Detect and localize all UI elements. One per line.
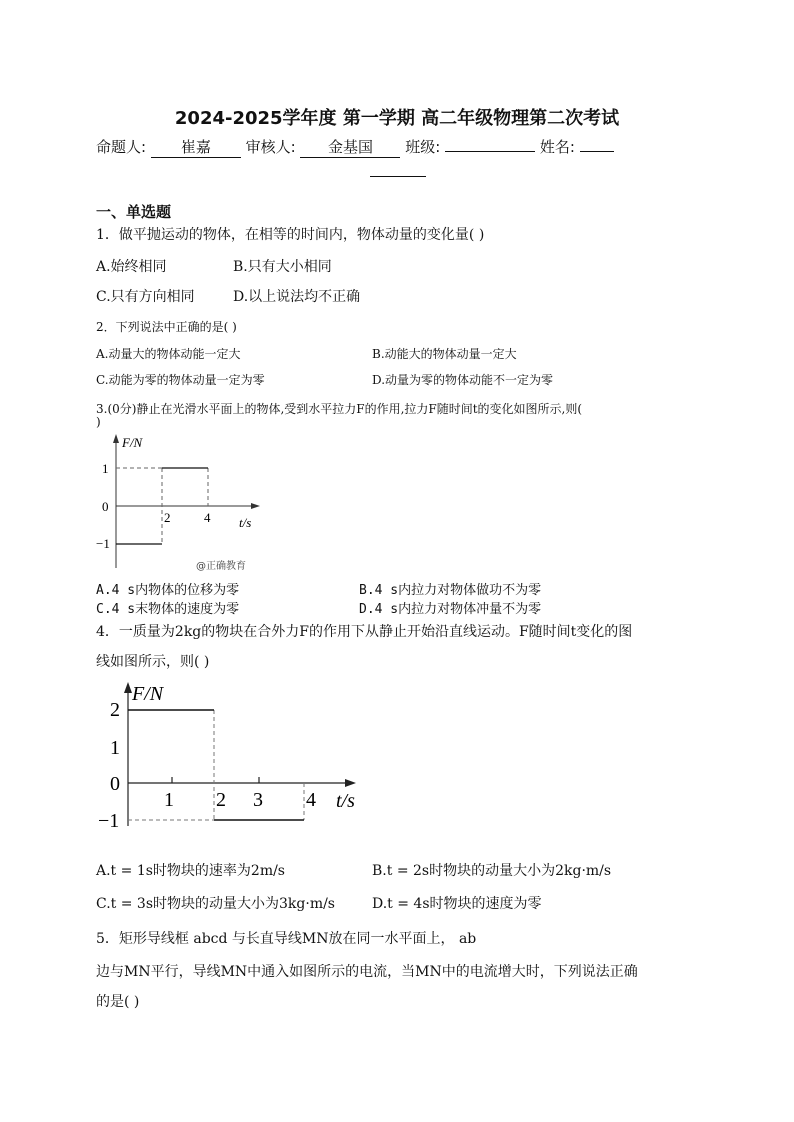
q4-x-tick-1: 1 (164, 789, 174, 811)
q3-y-axis-label: F/N (122, 435, 143, 450)
name-blank-continued (370, 160, 426, 177)
reviewer-label: 审核人: (245, 138, 296, 156)
q3-stem-line2: ) (96, 415, 101, 429)
q1-stem: 1．做平抛运动的物体，在相等的时间内，物体动量的变化量( ) (96, 227, 485, 243)
reviewer-value: 金基国 (300, 136, 400, 158)
q1-option-a: A.始终相同 (96, 259, 167, 275)
q4-option-b: B.t = 2s时物块的动量大小为2kg·m/s (372, 863, 612, 879)
q5-stem-line1: 5．矩形导线框 abcd 与长直导线MN放在同一水平面上， ab (96, 931, 477, 947)
q3-watermark: @正确教育 (196, 561, 246, 572)
q4-x-tick-3: 3 (253, 789, 263, 811)
q3-option-a: A.4 s内物体的位移为零 (96, 583, 240, 598)
q3-y-tick-neg1: −1 (96, 536, 110, 551)
q3-x-tick-2: 2 (164, 510, 171, 525)
page-title: 2024-2025学年度 第一学期 高二年级物理第二次考试 (174, 108, 620, 129)
q3-x-axis-arrow (251, 503, 260, 509)
q5-stem-line2: 边与MN平行，导线MN中通入如图所示的电流，当MN中的电流增大时，下列说法正确 (96, 964, 638, 980)
q4-x-tick-4: 4 (306, 789, 316, 811)
q4-y-tick-neg1: −1 (98, 810, 120, 832)
q4-y-axis-label: F/N (132, 683, 164, 705)
q4-y-tick-0: 0 (110, 773, 120, 795)
q3-y-tick-1: 1 (102, 461, 109, 476)
q4-y-tick-2: 2 (110, 699, 120, 721)
q4-x-axis-label: t/s (336, 790, 355, 812)
section-heading: 一、单选题 (96, 203, 172, 221)
q3-y-tick-0: 0 (102, 499, 109, 514)
author-label: 命题人: (96, 138, 147, 156)
exam-header-info (96, 136, 614, 158)
q5-stem-line3: 的是( ) (96, 994, 140, 1010)
q4-stem-line2: 线如图所示，则( ) (96, 654, 210, 670)
q4-option-a: A.t = 1s时物块的速率为2m/s (96, 863, 285, 879)
q4-stem-line1: 4．一质量为2kg的物块在合外力F的作用下从静止开始沿直线运动。F随时间t变化的图 (96, 624, 633, 640)
q2-option-b: B.动能大的物体动量一定大 (372, 347, 517, 361)
author-value: 崔嘉 (151, 136, 241, 158)
q4-option-d: D.t = 4s时物块的速度为零 (372, 896, 542, 912)
q2-stem: 2．下列说法中正确的是( ) (96, 320, 237, 334)
name-label: 姓名: (539, 138, 575, 156)
q1-option-b: B.只有大小相同 (233, 259, 332, 275)
q3-x-tick-4: 4 (204, 510, 211, 525)
q3-y-axis-arrow (113, 434, 119, 443)
q3-force-time-chart (96, 430, 296, 578)
q2-option-d: D.动量为零的物体动能不一定为零 (372, 373, 554, 387)
q2-option-a: A.动量大的物体动能一定大 (96, 347, 241, 361)
q4-option-c: C.t = 3s时物块的动量大小为3kg·m/s (96, 896, 335, 912)
q4-y-tick-1: 1 (110, 737, 120, 759)
q4-x-axis-arrow (345, 779, 356, 787)
q1-option-c: C.只有方向相同 (96, 289, 195, 305)
q3-x-axis-label: t/s (239, 515, 252, 530)
class-blank[interactable] (445, 151, 535, 152)
q1-option-d: D.以上说法均不正确 (233, 289, 361, 305)
name-blank[interactable] (580, 151, 614, 152)
q3-stem-line1: 3.(0分)静止在光滑水平面上的物体,受到水平拉力F的作用,拉力F随时间t的变化如图所示,则( (96, 402, 583, 416)
q4-y-axis-arrow (124, 682, 132, 693)
class-label: 班级: (405, 138, 441, 156)
q3-option-b: B.4 s内拉力对物体做功不为零 (359, 583, 542, 598)
q4-force-time-chart (96, 676, 376, 836)
q2-option-c: C.动能为零的物体动量一定为零 (96, 373, 265, 387)
q4-x-tick-2: 2 (216, 789, 226, 811)
q3-option-d: D.4 s内拉力对物体冲量不为零 (359, 602, 542, 617)
q3-option-c: C.4 s末物体的速度为零 (96, 602, 240, 617)
